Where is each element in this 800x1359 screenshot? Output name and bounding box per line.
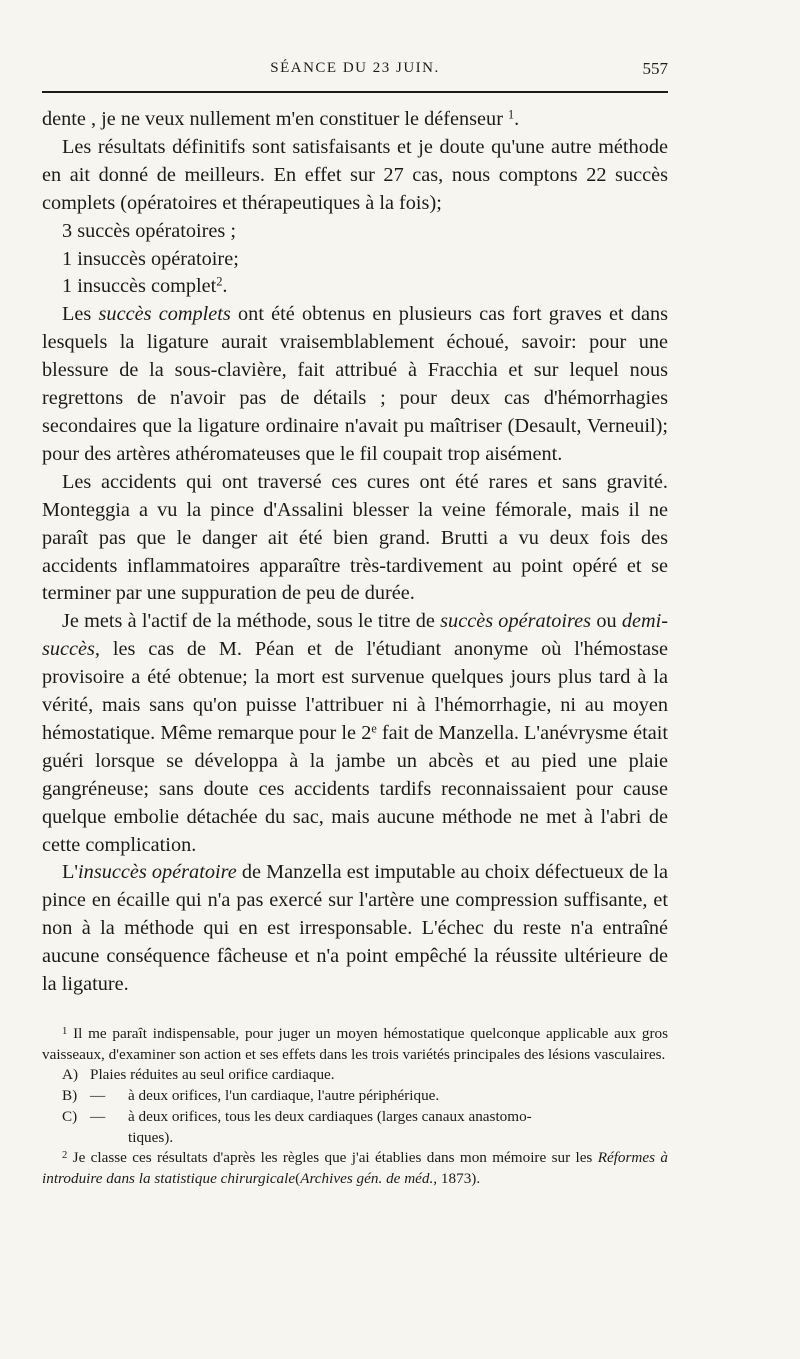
footnote-ref-2: 2 [216,274,223,289]
paragraph-operative-successes: Je mets à l'actif de la méthode, sous le titre de succès opératoires ou demi-succès, les cas de M. Péan et de l'étudiant anonyme où l'hémostase provisoire a été obtenue; la mort est survenue quelques jours plus tard à la vérité, mais sans qu'on puisse l'attribuer ni à l'hémorrhagie, ni au moyen hémostatique. Même remarque pour le 2e fait de Manzella. L'anévrysme était guéri lorsque se développa à la jambe un abcès et au pied une plaie gangréneuse; sans doute ces accidents tardifs reconnaissaient pour cause quelque embolie détachée du sac, mais aucune méthode ne met à l'abri de cette complication. [42,610,669,856]
body-text [42,106,668,999]
paragraph-continuation: dente , je ne veux nullement m'en constituer le défenseur $^1$. [42,107,520,130]
paragraph-complete-successes: Les succès complets ont été obtenus en plusieurs cas fort graves et dans lesquels la ligature aurait vraisemblablement échoué, savoir: pour une blessure de la sous-clavière, fait attribué à Fracchia et sur lequel nous regrettons de n'avoir pas de détails ; pour deux cas d'hémorrhagies secondaires que la ligature ordinaire n'avait pu maîtriser (Desault, Verneuil); pour des artères athéromateuses que le fil coupait trop aisément. [42,303,669,465]
running-head [42,60,668,86]
footnote-1: $^1$ Il me paraît indispensable, pour juger un moyen hémostatique quelconque applicable aux gros vaisseaux, d'examiner son action et ses effets dans les trois variétés principales des lésions vasculaires. [42,1025,669,1063]
header-rule [42,91,668,93]
running-title: SÉANCE DU 23 JUIN. [270,60,440,76]
list-item: 1 insuccès opératoire; [62,247,239,270]
footnote-1-item-b: B) — à deux orifices, l'un cardiaque, l'autre périphérique. [62,1087,440,1105]
paragraph-accidents: Les accidents qui ont traversé ces cures ont été rares et sans gravité. Monteggia a vu la pince d'Assalini blesser la veine fémorale, mais il ne paraît pas que le danger ait été bien grand. Brutti a vu deux fois des accidents inflammatoires apparaître très-tardivement au point opéré et se terminer par une suppuration de peu de durée. [42,470,668,605]
list-item: 3 succès opératoires ; [62,219,237,242]
footnotes [42,1024,668,1190]
list-item: 1 insuccès complet$^2$. [62,274,228,298]
paragraph-operative-failure: L'insuccès opératoire de Manzella est imputable au choix défectueux de la pince en écaille qui n'a pas exercé sur l'artère une compression suffisante, et non à la méthode qui en est irresponsable. L'échec du reste n'a entraîné aucune conséquence fâcheuse et n'a point empêché la réussite ultérieure de la ligature. [42,861,668,996]
page-number: 557 [642,59,668,78]
paragraph-results: Les résultats définitifs sont satisfaisants et je doute qu'une autre méthode en ait donné de meilleurs. En effet sur 27 cas, nous comptons 22 succès complets (opératoires et thérapeutiques à la fois); [42,135,668,214]
footnote-1-item-c: C) — à deux orifices, tous les deux cardiaques (larges canaux anastomo- tiques). [62,1107,532,1146]
footnote-1-item-a: A) Plaies réduites au seul orifice cardiaque. [62,1066,335,1084]
footnote-ref-1: 1 [508,107,515,122]
footnote-2: $^2$ Je classe ces résultats d'après les règles que j'ai établies dans mon mémoire sur les Réformes à introduire dans la statistique chirurgicale(Archives gén. de méd., 1873). [42,1149,668,1187]
